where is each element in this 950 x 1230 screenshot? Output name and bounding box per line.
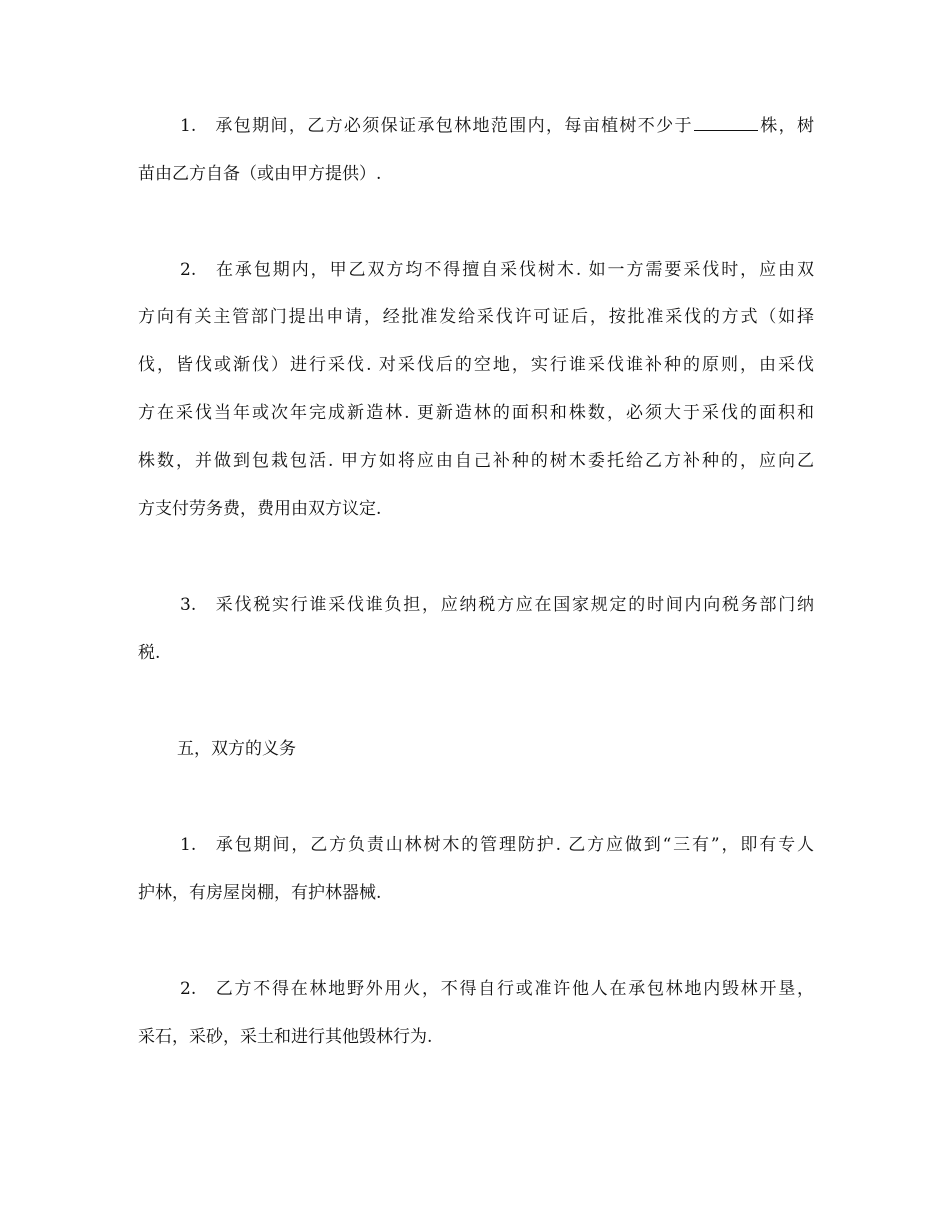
text-segment: 采伐税实行谁采伐谁负担，应纳税方应在国家规定的时间内向税务部门纳	[214, 595, 814, 615]
text-segment: 在承包期内，甲乙双方均不得擅自采伐树木. 如一方需要采伐时，应由双	[214, 260, 814, 280]
paragraph-line: 伐，皆伐或渐伐）进行采伐. 对采伐后的空地，实行谁采伐谁补种的原则，由采伐	[138, 355, 814, 375]
item-number: 1.	[180, 116, 197, 136]
text-segment: 承包期间，乙方负责山林树木的管理防护. 乙方应做到“三有”，即有专人	[214, 835, 814, 855]
paragraph-line: 方向有关主管部门提出申请，经批准发给采伐许可证后，按批准采伐的方式（如择	[138, 307, 814, 327]
fill-in-blank	[694, 116, 758, 131]
item-number: 2.	[180, 979, 197, 999]
paragraph-line: 护林，有房屋岗棚，有护林器械.	[138, 883, 382, 903]
paragraph-line: 采石，采砂，采土和进行其他毁林行为.	[138, 1027, 433, 1047]
paragraph-line: 株数，并做到包栽包活. 甲方如将应由自己补种的树木委托给乙方补种的，应向乙	[138, 451, 814, 471]
paragraph-line	[180, 116, 814, 136]
item-number: 2.	[180, 260, 197, 280]
paragraph-line	[180, 595, 814, 615]
item-number: 1.	[180, 835, 197, 855]
item-number: 3.	[180, 595, 197, 615]
paragraph-line	[180, 979, 814, 999]
paragraph-line: 方支付劳务费，费用由双方议定.	[138, 499, 382, 519]
text-segment: 株，树	[758, 116, 815, 136]
section-heading: 五，双方的义务	[177, 739, 296, 759]
paragraph-line: 税.	[138, 643, 161, 663]
text-segment: 承包期间，乙方必须保证承包林地范围内，每亩植树不少于	[214, 116, 693, 136]
paragraph-line: 方在采伐当年或次年完成新造林. 更新造林的面积和株数，必须大于采伐的面积和	[138, 403, 814, 423]
paragraph-line: 苗由乙方自备（或由甲方提供）.	[138, 164, 382, 184]
paragraph-line	[180, 835, 814, 855]
paragraph-line	[180, 260, 814, 280]
text-segment: 乙方不得在林地野外用火，不得自行或准许他人在承包林地内毁林开垦，	[214, 979, 814, 999]
